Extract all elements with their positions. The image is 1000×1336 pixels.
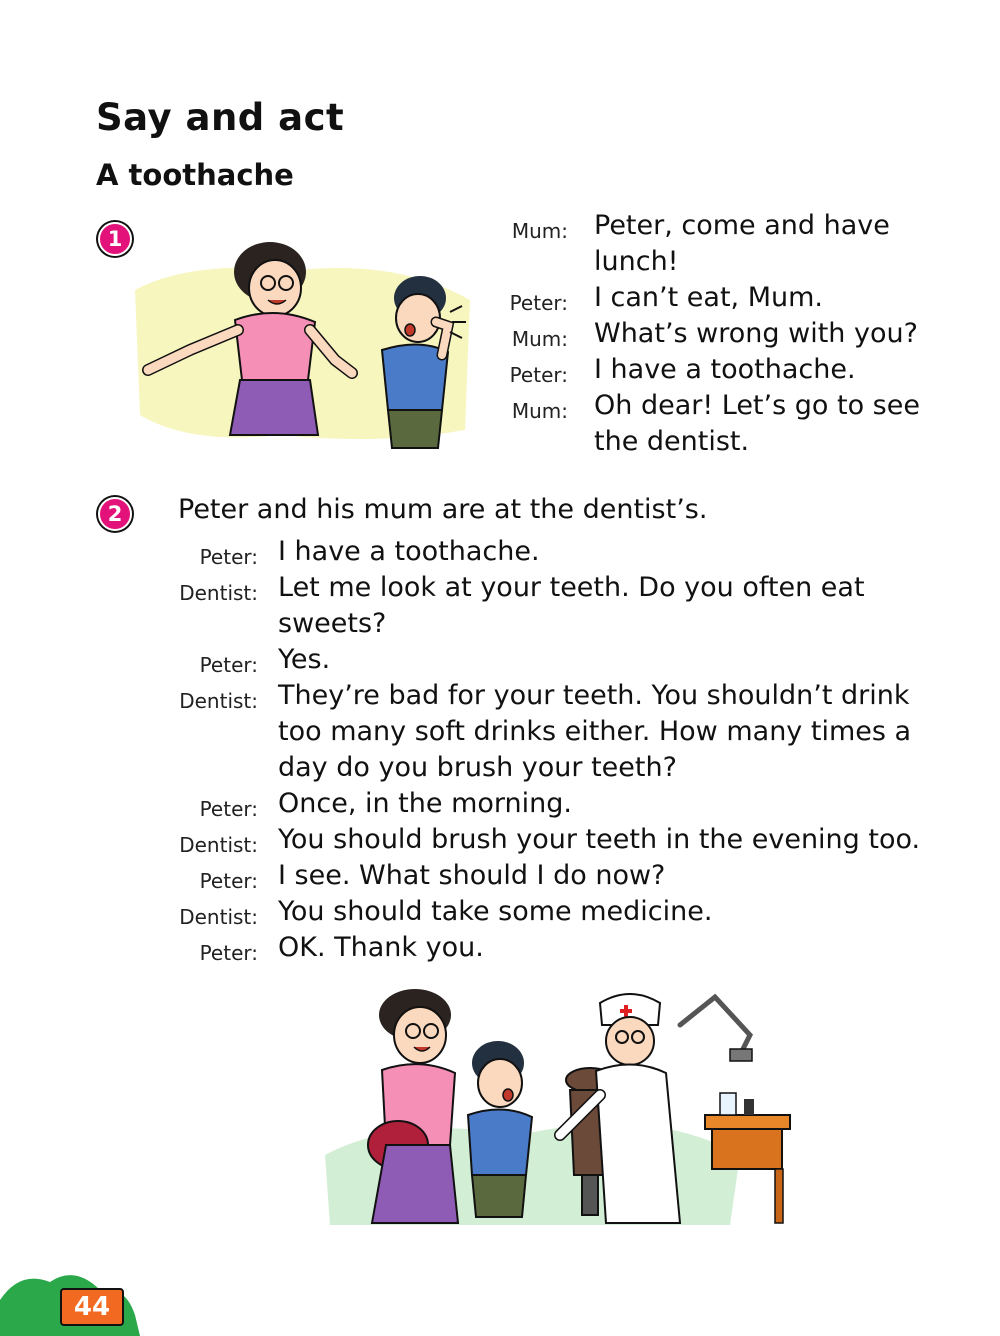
speaker-label: Dentist:	[179, 581, 258, 605]
speaker-label: Peter:	[509, 291, 568, 315]
dialog-peter-dentist	[160, 536, 960, 976]
dialog-text: OK. Thank you.	[278, 932, 484, 963]
dialog-mum-peter	[480, 210, 980, 470]
dialog-text: What’s wrong with you?	[594, 318, 918, 349]
speaker-label: Mum:	[511, 399, 568, 423]
dialog-text: sweets?	[278, 608, 387, 639]
dialog-text: Yes.	[278, 644, 331, 675]
mum-figure	[368, 989, 458, 1223]
peter-figure	[468, 1041, 532, 1217]
dialog-text: I see. What should I do now?	[278, 860, 666, 891]
dialog-text: They’re bad for your teeth. You shouldn’t drink	[278, 680, 910, 711]
dialog-text: I can’t eat, Mum.	[594, 282, 823, 313]
dialog-text: You should brush your teeth in the evening too.	[278, 824, 921, 855]
dialog-text: too many soft drinks either. How many times a	[278, 716, 912, 747]
speaker-label: Dentist:	[179, 905, 258, 929]
dialog-text: Peter, come and have	[594, 210, 890, 241]
dental-lamp	[680, 997, 752, 1061]
section-subheading: A toothache	[96, 158, 294, 192]
speaker-label: Peter:	[509, 363, 568, 387]
dialog-text: day do you brush your teeth?	[278, 752, 677, 783]
speaker-label: Dentist:	[179, 689, 258, 713]
section-heading: Say and act	[96, 96, 345, 139]
dialog-text: You should take some medicine.	[278, 896, 713, 927]
speaker-label: Mum:	[511, 219, 568, 243]
speaker-label: Dentist:	[179, 833, 258, 857]
speaker-label: Peter:	[199, 545, 258, 569]
dialog-text: I have a toothache.	[594, 354, 856, 385]
dialog-text: lunch!	[594, 246, 679, 277]
mum-and-peter-illustration	[130, 230, 475, 455]
page-number: 44	[60, 1288, 124, 1326]
scene-intro-text: Peter and his mum are at the dentist’s.	[178, 494, 708, 525]
speaker-label: Peter:	[199, 869, 258, 893]
speaker-label: Peter:	[199, 941, 258, 965]
dialog-text: the dentist.	[594, 426, 750, 457]
dentist-visit-illustration	[320, 985, 800, 1230]
dialog-text: Oh dear! Let’s go to see	[594, 390, 920, 421]
number-badge-1: 1	[98, 222, 132, 256]
dialog-text: I have a toothache.	[278, 536, 540, 567]
speaker-label: Mum:	[511, 327, 568, 351]
number-badge-2: 2	[98, 497, 132, 531]
speaker-label: Peter:	[199, 797, 258, 821]
dialog-text: Let me look at your teeth. Do you often eat	[278, 572, 865, 603]
speaker-label: Peter:	[199, 653, 258, 677]
dialog-text: Once, in the morning.	[278, 788, 572, 819]
